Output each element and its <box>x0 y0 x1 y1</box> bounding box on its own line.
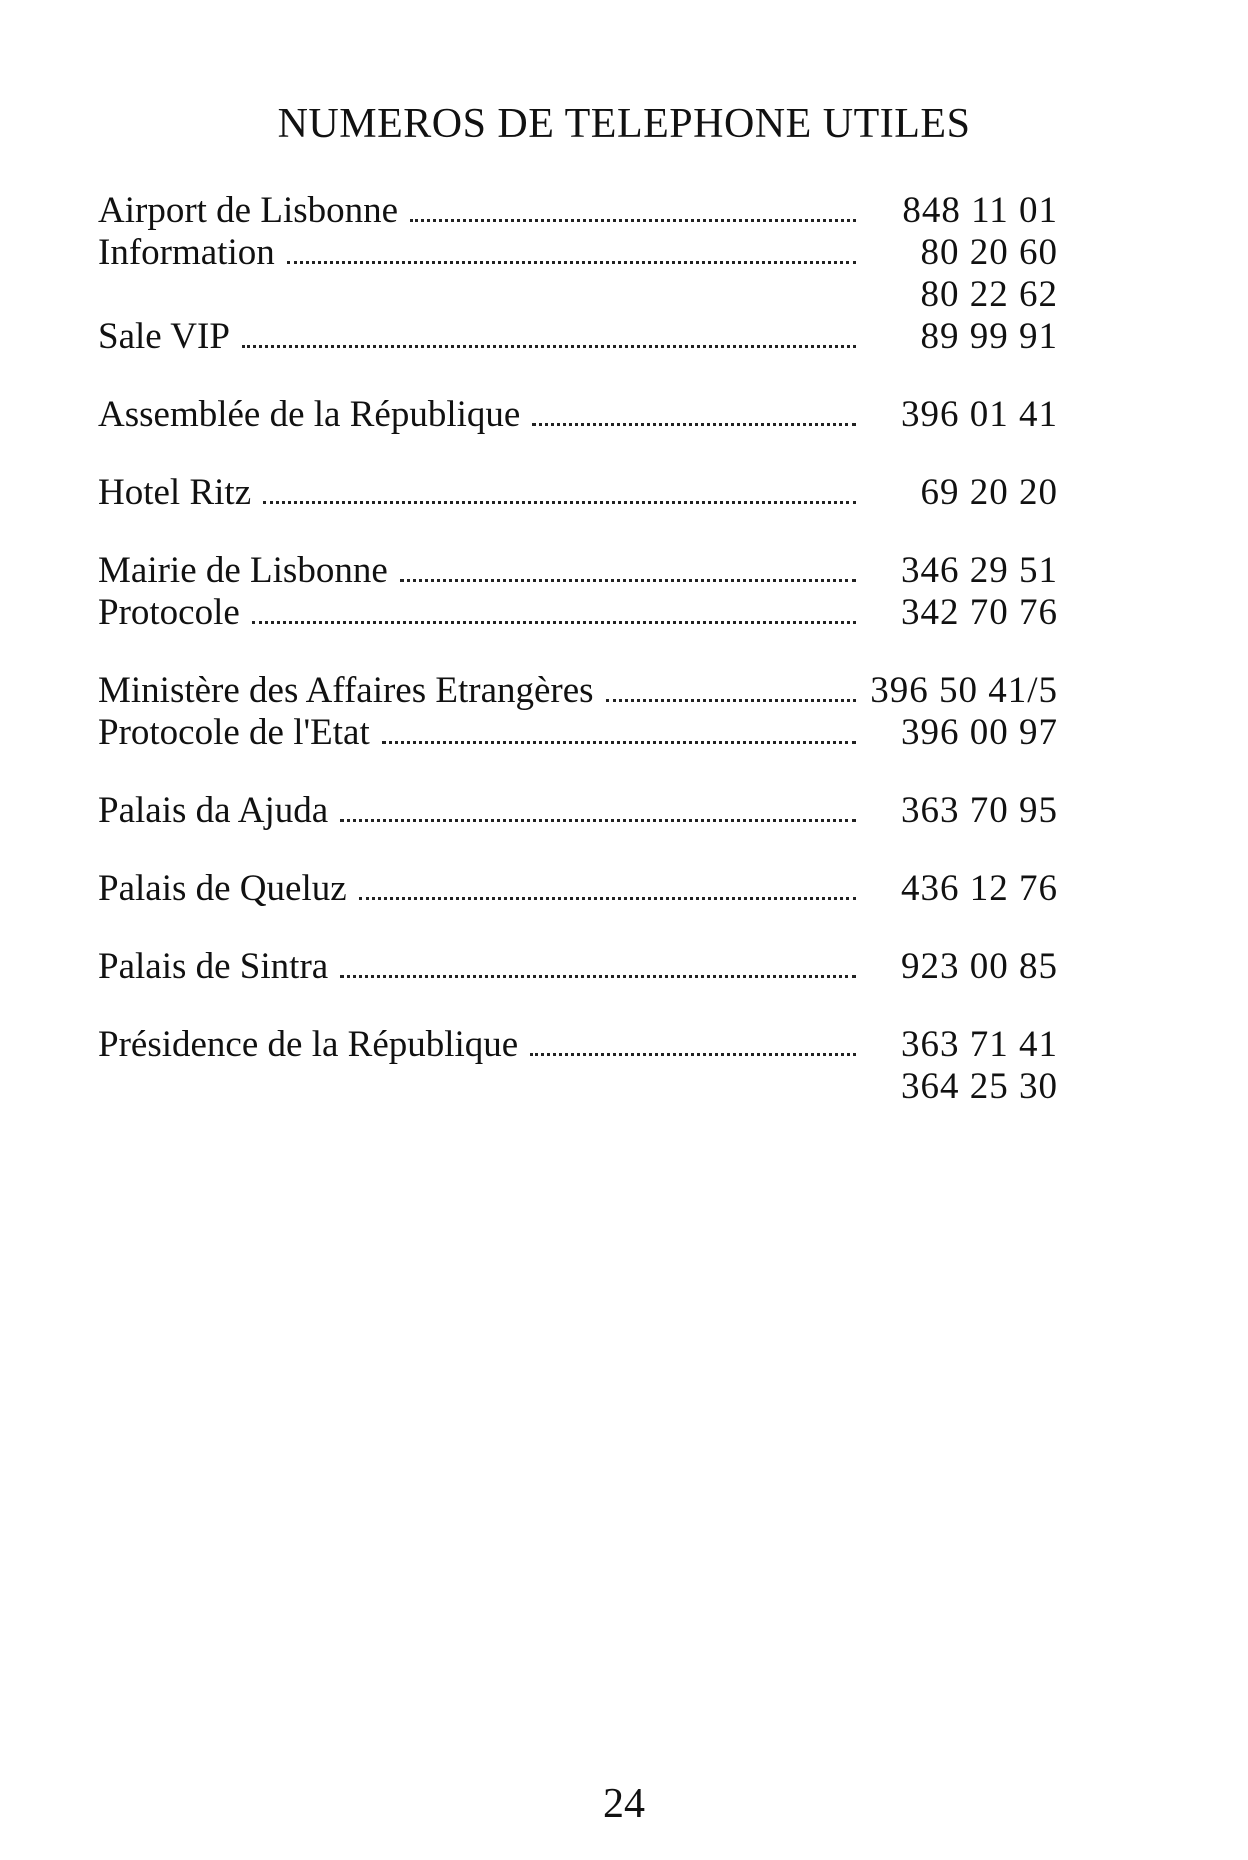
entry-label: Protocole <box>98 592 240 633</box>
group-presidence <box>98 1024 1058 1108</box>
entry-number: 69 20 20 <box>920 472 1058 513</box>
dot-leader <box>532 423 856 426</box>
entry-row <box>98 394 1058 436</box>
entry-number: 436 12 76 <box>901 868 1058 909</box>
entry-label: Palais de Sintra <box>98 946 329 987</box>
entry-row <box>98 592 1058 634</box>
group-airport <box>98 190 1058 358</box>
entry-label: Sale VIP <box>98 316 230 357</box>
entry-row <box>98 550 1058 592</box>
entry-label: Airport de Lisbonne <box>98 190 399 231</box>
entry-number: 923 00 85 <box>901 946 1058 987</box>
entry-number: 363 71 41 <box>901 1024 1058 1065</box>
entry-number: 80 22 62 <box>920 274 1058 315</box>
phone-directory <box>98 190 1058 1144</box>
entry-label: Palais da Ajuda <box>98 790 329 831</box>
entry-label: Présidence de la République <box>98 1024 519 1065</box>
page-number: 24 <box>603 1781 645 1827</box>
entry-number: 346 29 51 <box>901 550 1058 591</box>
entry-row <box>98 712 1058 754</box>
entry-label: Assemblée de la République <box>98 394 521 435</box>
dot-leader <box>287 261 856 264</box>
entry-row-continuation <box>98 274 1058 316</box>
group-sintra <box>98 946 1058 988</box>
entry-number: 89 99 91 <box>920 316 1058 357</box>
entry-row <box>98 190 1058 232</box>
entry-row <box>98 946 1058 988</box>
dot-leader <box>340 819 856 822</box>
entry-number: 396 00 97 <box>901 712 1058 753</box>
entry-row <box>98 316 1058 358</box>
group-hotel <box>98 472 1058 514</box>
dot-leader <box>359 897 856 900</box>
group-mairie <box>98 550 1058 634</box>
page-title: NUMEROS DE TELEPHONE UTILES <box>277 101 971 147</box>
entry-label: Palais de Queluz <box>98 868 347 909</box>
entry-number: 342 70 76 <box>901 592 1058 633</box>
entry-number: 396 01 41 <box>901 394 1058 435</box>
entry-label: Information <box>98 232 275 273</box>
group-ministere <box>98 670 1058 754</box>
entry-row <box>98 472 1058 514</box>
group-assemblee <box>98 394 1058 436</box>
entry-number: 364 25 30 <box>901 1066 1058 1107</box>
entry-label: Ministère des Affaires Etrangères <box>98 670 594 711</box>
dot-leader <box>382 741 856 744</box>
entry-label: Mairie de Lisbonne <box>98 550 388 591</box>
entry-row <box>98 868 1058 910</box>
entry-row <box>98 1024 1058 1066</box>
dot-leader <box>252 621 856 624</box>
dot-leader <box>400 579 856 582</box>
entry-number: 396 50 41/5 <box>870 670 1058 711</box>
group-queluz <box>98 868 1058 910</box>
group-ajuda <box>98 790 1058 832</box>
entry-label: Hotel Ritz <box>98 472 252 513</box>
dot-leader <box>606 699 856 702</box>
dot-leader <box>242 345 856 348</box>
dot-leader <box>263 501 856 504</box>
entry-row <box>98 790 1058 832</box>
dot-leader <box>340 975 856 978</box>
entry-row <box>98 232 1058 274</box>
entry-number: 363 70 95 <box>901 790 1058 831</box>
dot-leader <box>410 219 856 222</box>
entry-row-continuation <box>98 1066 1058 1108</box>
entry-row <box>98 670 1058 712</box>
entry-number: 848 11 01 <box>902 190 1058 231</box>
entry-number: 80 20 60 <box>920 232 1058 273</box>
entry-label: Protocole de l'Etat <box>98 712 370 753</box>
dot-leader <box>530 1053 856 1056</box>
